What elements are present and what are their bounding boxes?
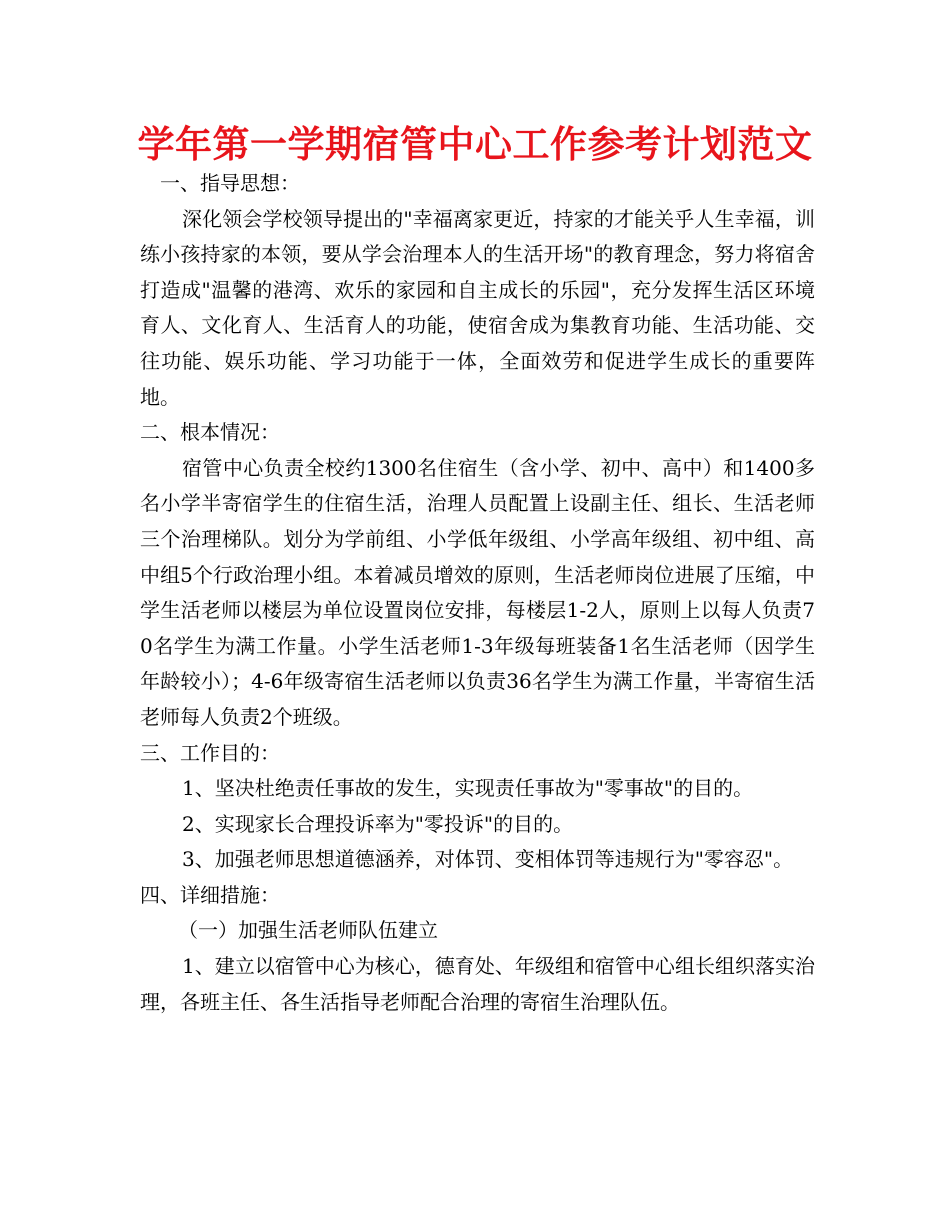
- list-item-goal-2: 2、实现家长合理投诉率为"零投诉"的目的。: [182, 811, 574, 836]
- section-heading-guiding-thought: 一、指导思想：: [160, 171, 300, 195]
- document-body: [140, 166, 815, 1020]
- section-heading-measures: 四、详细措施：: [140, 882, 280, 907]
- paragraph-basic-situation: 宿管中心负责全校约1300名住宿生（含小学、初中、高中）和1400多名小学半寄宿学生的住宿生活，治理人员配置上设副主任、组长、生活老师三个治理梯队。划分为学前组、小学低年级组、小学高年级组、初中组、高中组5个行政治理小组。本着减员增效的原则，生活老师岗位进展了压缩，中学生活老师以楼层为单位设置岗位安排，每楼层1-2人，原则上以每人负责70名学生为满工作量。小学生活老师1-3年级每班装备1名生活老师（因学生年龄较小）；4-6年级寄宿生活老师以负责36名学生为满工作量，半寄宿生活老师每人负责2个班级。: [140, 455, 815, 729]
- document-title: 学年第一学期宿管中心工作参考计划范文: [137, 123, 813, 166]
- list-item-measure-1: 1、建立以宿管中心为核心，德育处、年级组和宿管中心组长组织落实治理，各班主任、各生活指导老师配合治理的寄宿生治理队伍。: [140, 954, 815, 1014]
- subsection-heading-staff-building: （一）加强生活老师队伍建立: [178, 918, 438, 943]
- list-item-goal-3: 3、加强老师思想道德涵养，对体罚、变相体罚等违规行为"零容忍"。: [182, 847, 794, 872]
- list-item-goal-1: 1、坚决杜绝责任事故的发生，实现责任事故为"零事故"的目的。: [182, 776, 754, 801]
- section-heading-work-goals: 三、工作目的：: [140, 740, 280, 765]
- section-heading-basic-situation: 二、根本情况：: [140, 420, 280, 445]
- paragraph-guiding-thought: 深化领会学校领导提出的"幸福离家更近，持家的才能关乎人生幸福，训练小孩持家的本领，要从学会治理本人的生活开场"的教育理念，努力将宿舍打造成"温馨的港湾、欢乐的家园和自主成长的乐园"，充分发挥生活区环境育人、文化育人、生活育人的功能，使宿舍成为集教育功能、生活功能、交往功能、娱乐功能、学习功能于一体，全面效劳和促进学生成长的重要阵地。: [140, 206, 815, 409]
